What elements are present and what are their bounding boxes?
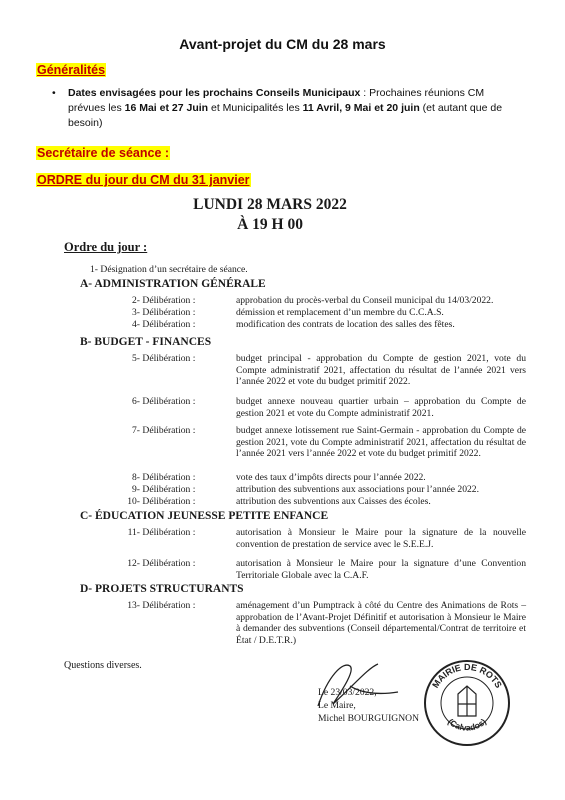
item-label: Délibération : (142, 527, 196, 538)
agenda-item (88, 425, 528, 460)
item-number: 12- (127, 558, 140, 569)
agenda-item (88, 396, 528, 419)
item-text: budget principal - approbation du Compte de gestion 2021, vote du Compte administratif 2021, affectation du résultat de l’année 2021 vers l’année 2022 et vote du budget primitif 2022. (236, 353, 526, 388)
agenda-item-text: 1- Désignation d’un secrétaire de séance. (90, 264, 248, 275)
item-text: vote des taux d’impôts directs pour l’année 2022. (236, 472, 426, 483)
scanned-agenda (50, 190, 530, 765)
page-title: Avant-projet du CM du 28 mars (179, 36, 386, 52)
bullet-part: : Prochaines réunions CM prévues les (68, 87, 485, 114)
generalites-bullet (52, 86, 522, 131)
item-text: modification des contrats de location des salles des fêtes. (236, 319, 455, 330)
signature-date: Le 23/03/2022, (318, 687, 377, 698)
item-text: aménagement d’un Pumptrack à côté du Centre des Animations de Rots – approbation de l’Avant-Projet Définitif et autorisation à Monsieur le Maire à demander des subventions (Conseil départemental/Contrat de territoire et État / D.E.T.R.) (236, 600, 526, 646)
agenda-item (88, 472, 528, 484)
stamp-top-text: MAIRIE DE ROTS (430, 661, 504, 690)
signature-block (318, 686, 419, 725)
ordre-du-jour-label: Ordre du jour : (64, 240, 148, 254)
item-text: budget annexe nouveau quartier urbain – approbation du Compte de gestion 2021 et vote du Compte administratif 2021. (236, 396, 526, 419)
item-number: 6- (132, 396, 140, 407)
item-label: Délibération : (142, 472, 196, 483)
agenda-item (88, 484, 528, 496)
item-label: Délibération : (142, 558, 196, 569)
bullet-part: Dates envisagées pour les prochains Conseils Municipaux (68, 87, 361, 99)
item-text: autorisation à Monsieur le Maire pour la signature d’une Convention Territoriale Globale avec la C.A.F. (236, 558, 526, 581)
bullet-part: 16 Mai et 27 Juin (124, 102, 209, 114)
category-c: C- ÉDUCATION JEUNESSE PETITE ENFANCE (80, 510, 329, 522)
stamp-bottom-text: (Calvados) (445, 716, 489, 733)
signature-role: Le Maire, (318, 700, 356, 711)
agenda-item (88, 527, 528, 550)
agenda-item (88, 600, 528, 646)
item-label: Délibération : (142, 353, 196, 364)
item-number: 13- (127, 600, 140, 611)
item-label: Délibération : (142, 484, 196, 495)
item-label: Délibération : (142, 307, 196, 318)
item-label: Délibération : (142, 600, 196, 611)
item-text: démission et remplacement d’un membre du C.C.A.S. (236, 307, 444, 318)
item-text: budget annexe lotissement rue Saint-Germain - approbation du Compte de gestion 2021, vote du Compte administratif 2021, affectation du résultat de l’année 2021 vers l’année 2022 et vote du budget primitif 2022. (236, 425, 526, 460)
agenda-item (88, 319, 528, 331)
meeting-time: À 19 H 00 (237, 216, 303, 233)
category-a: A- ADMINISTRATION GÉNÉRALE (80, 278, 266, 290)
item-text: approbation du procès-verbal du Conseil municipal du 14/03/2022. (236, 295, 494, 306)
item-number: 7- (132, 425, 140, 436)
mairie-stamp (422, 658, 512, 748)
item-number: 5- (132, 353, 140, 364)
category-b: B- BUDGET - FINANCES (80, 336, 212, 348)
item-number: 2- (132, 295, 140, 306)
agenda-item (88, 558, 528, 581)
item-number: 9- (132, 484, 140, 495)
item-number: 10- (127, 496, 140, 507)
item-label: Délibération : (142, 425, 196, 436)
item-number: 4- (132, 319, 140, 330)
category-d: D- PROJETS STRUCTURANTS (80, 583, 244, 595)
item-text: autorisation à Monsieur le Maire pour la signature de la nouvelle convention de prestation de service avec le S.E.E.J. (236, 527, 526, 550)
item-number: 8- (132, 472, 140, 483)
generalites-heading: Généralités (37, 63, 106, 77)
agenda-item (88, 307, 528, 319)
ordre-heading: ORDRE du jour du CM du 31 janvier (37, 173, 250, 187)
bullet-text (68, 86, 522, 131)
agenda-item (90, 264, 530, 276)
item-label: Délibération : (142, 496, 196, 507)
agenda-item (88, 353, 528, 388)
bullet-part: (et autant que de besoin) (68, 102, 503, 129)
svg-text:(Calvados) (446, 716, 488, 732)
signature-name: Michel BOURGUIGNON (318, 713, 419, 724)
item-label: Délibération : (142, 295, 196, 306)
item-number: 3- (132, 307, 140, 318)
bullet-icon: • (52, 87, 56, 99)
item-number: 11- (127, 527, 140, 538)
bullet-part: 11 Avril, 9 Mai et 20 juin (302, 102, 420, 114)
bullet-part: et Municipalités les (208, 102, 303, 114)
item-label: Délibération : (142, 396, 196, 407)
item-text: attribution des subventions aux Caisses des écoles. (236, 496, 431, 507)
meeting-date: LUNDI 28 MARS 2022 (193, 196, 347, 213)
questions-diverses: Questions diverses. (64, 660, 142, 671)
item-label: Délibération : (142, 319, 196, 330)
secretaire-heading: Secrétaire de séance : (37, 146, 170, 160)
agenda-item (88, 295, 528, 307)
item-text: attribution des subventions aux associations pour l’année 2022. (236, 484, 479, 495)
agenda-item (88, 496, 528, 508)
